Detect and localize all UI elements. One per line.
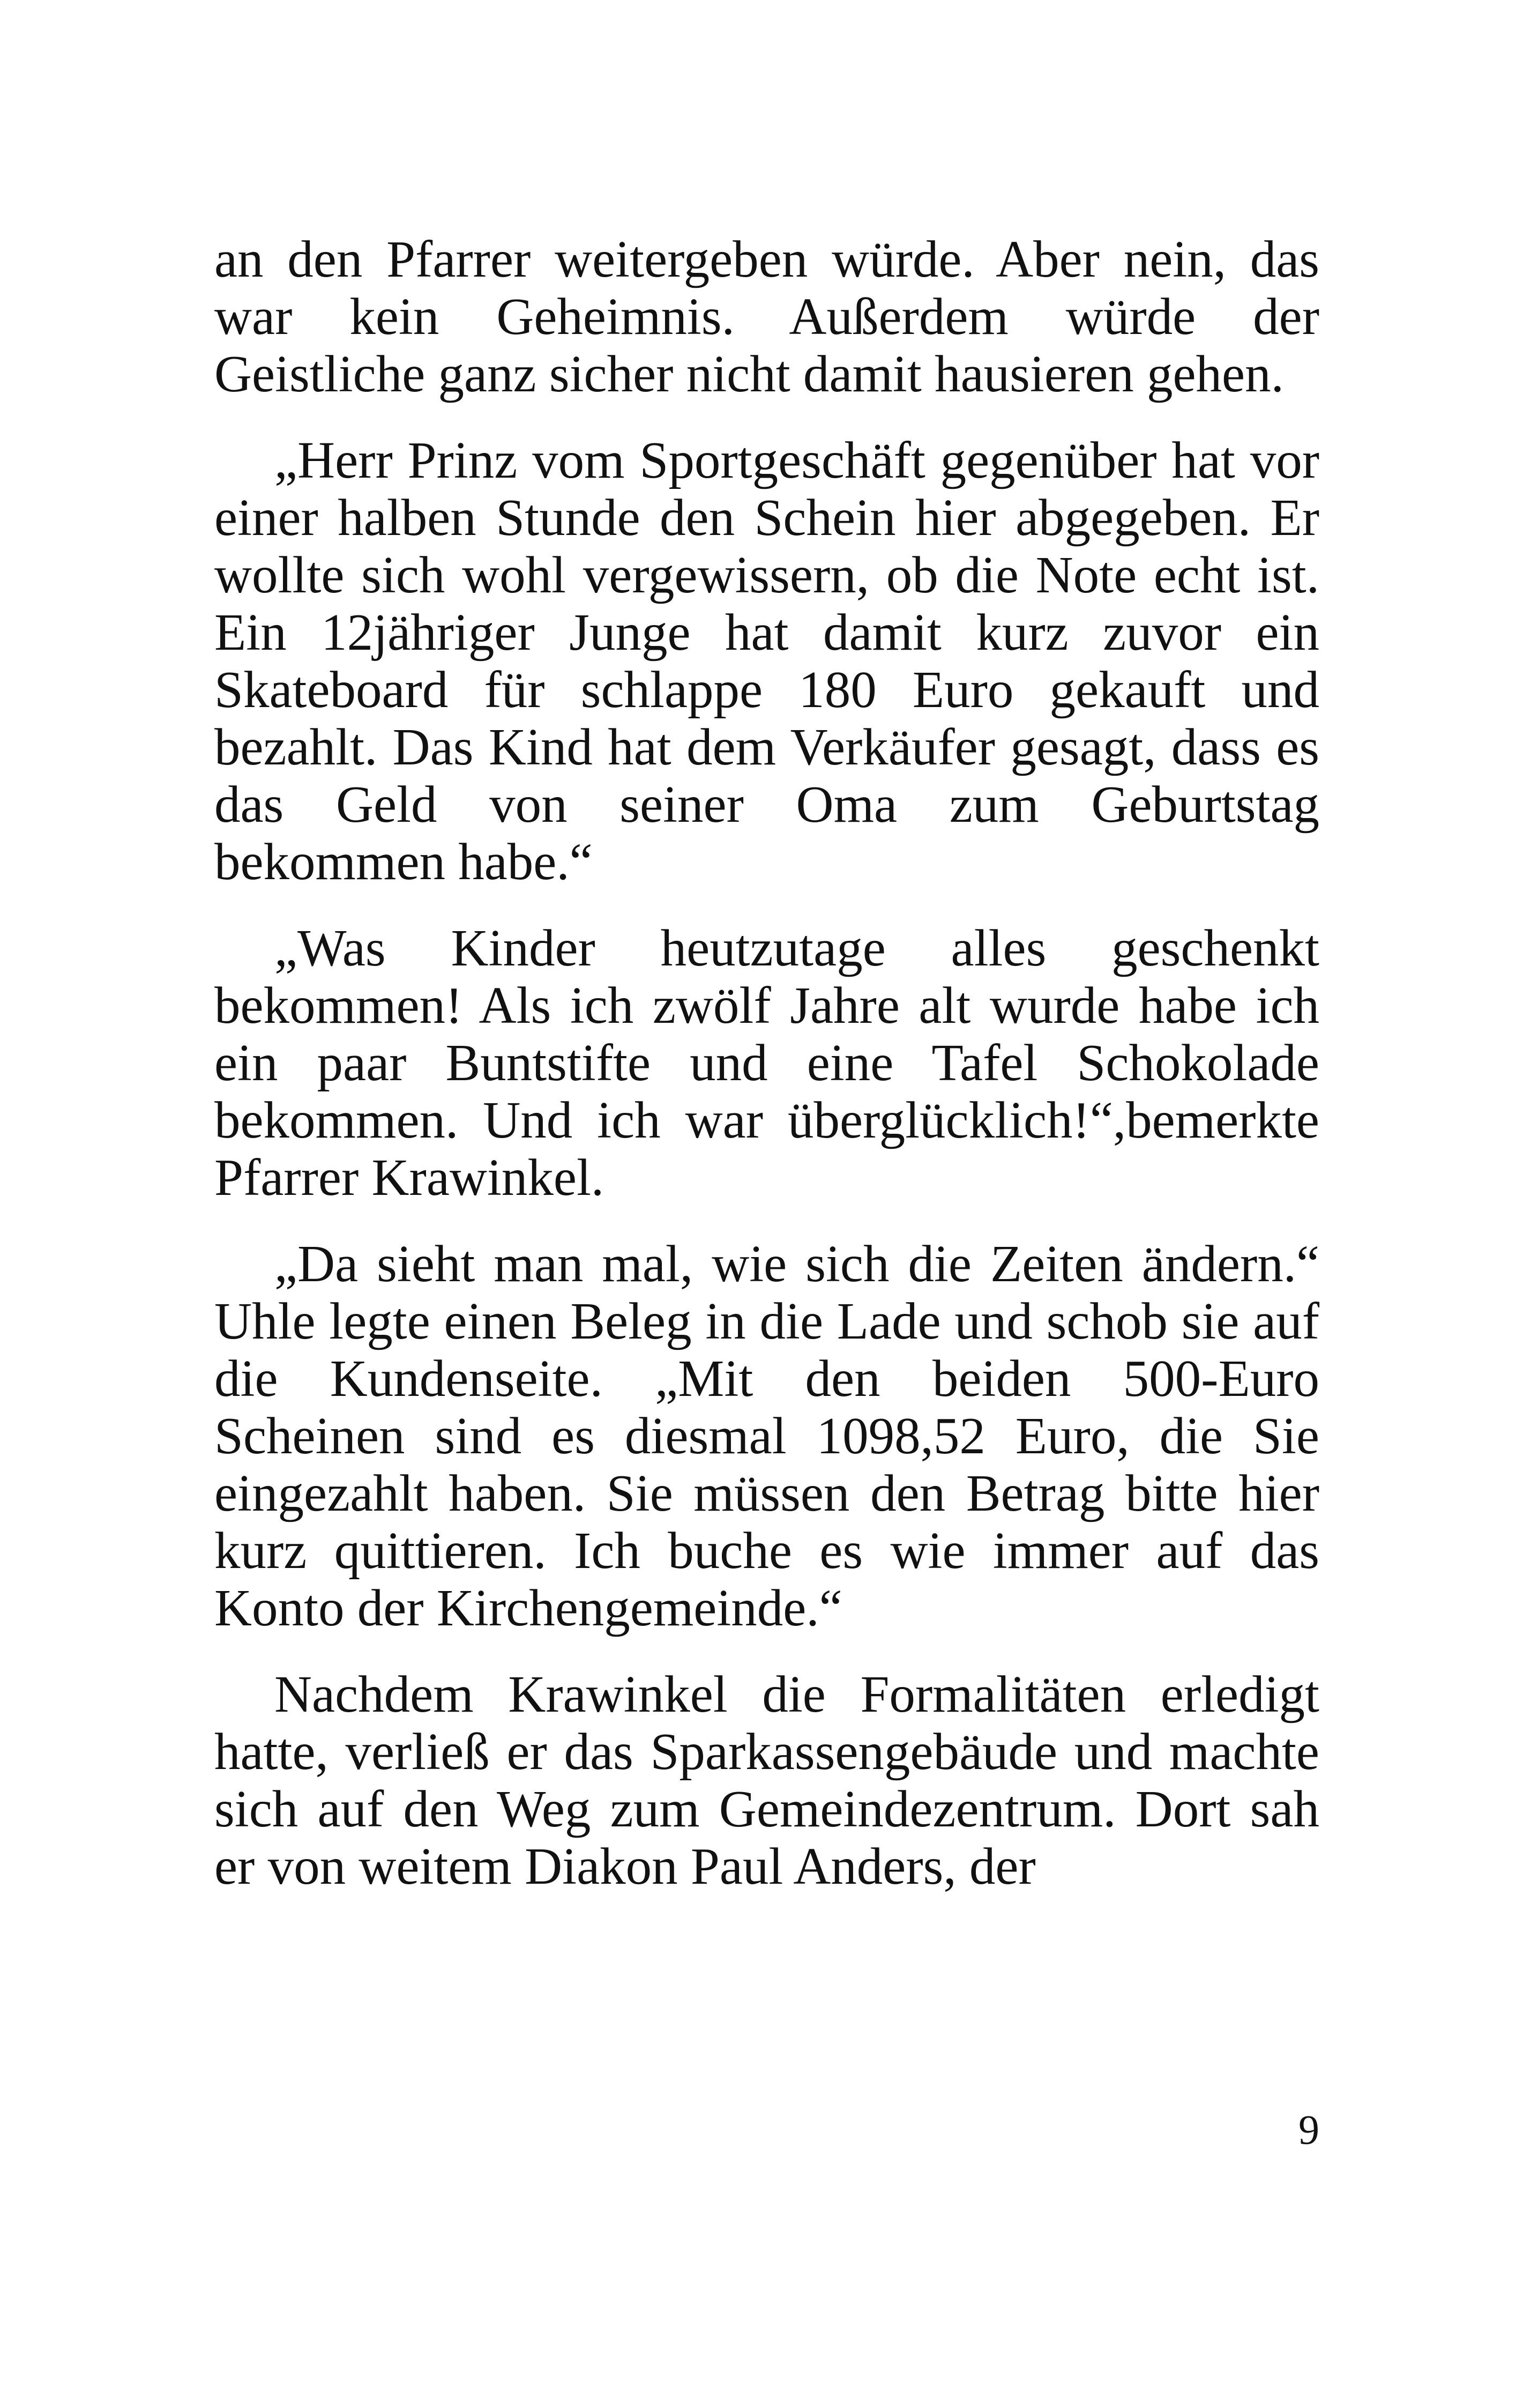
paragraph-1: an den Pfarrer weitergeben würde. Aber nein, das war kein Geheimnis. Außerdem würde der Geistliche ganz sicher nicht damit hausieren gehen. bbox=[214, 231, 1319, 403]
paragraph-3: „Was Kinder heutzutage alles geschenkt bekommen! Als ich zwölf Jahre alt wurde habe ich ein paar Buntstifte und eine Tafel Schokolade bekommen. Und ich war überglücklich!“,bemerkte Pfarrer Krawinkel. bbox=[214, 919, 1319, 1206]
page-number: 9 bbox=[1298, 2106, 1319, 2153]
body-text bbox=[214, 231, 1319, 1895]
paragraph-5: Nachdem Krawinkel die Formalitäten erledigt hatte, verließ er das Sparkassengebäude und machte sich auf den Weg zum Gemeindezentrum. Dort sah er von weitem Diakon Paul Anders, der bbox=[214, 1666, 1319, 1895]
paragraph-2: „Herr Prinz vom Sportgeschäft gegenüber hat vor einer halben Stunde den Schein hier abgegeben. Er wollte sich wohl vergewissern, ob die Note echt ist. Ein 12jähriger Junge hat damit kurz zuvor ein Skateboard für schlappe 180 Euro gekauft und bezahlt. Das Kind hat dem Verkäufer gesagt, dass es das Geld von seiner Oma zum Geburtstag bekommen habe.“ bbox=[214, 432, 1319, 890]
paragraph-4: „Da sieht man mal, wie sich die Zeiten ändern.“ Uhle legte einen Beleg in die Lade und schob sie auf die Kundenseite. „Mit den beiden 500-Euro Scheinen sind es diesmal 1098,52 Euro, die Sie eingezahlt haben. Sie müssen den Betrag bitte hier kurz quittieren. Ich buche es wie immer auf das Konto der Kirchengemeinde.“ bbox=[214, 1235, 1319, 1637]
